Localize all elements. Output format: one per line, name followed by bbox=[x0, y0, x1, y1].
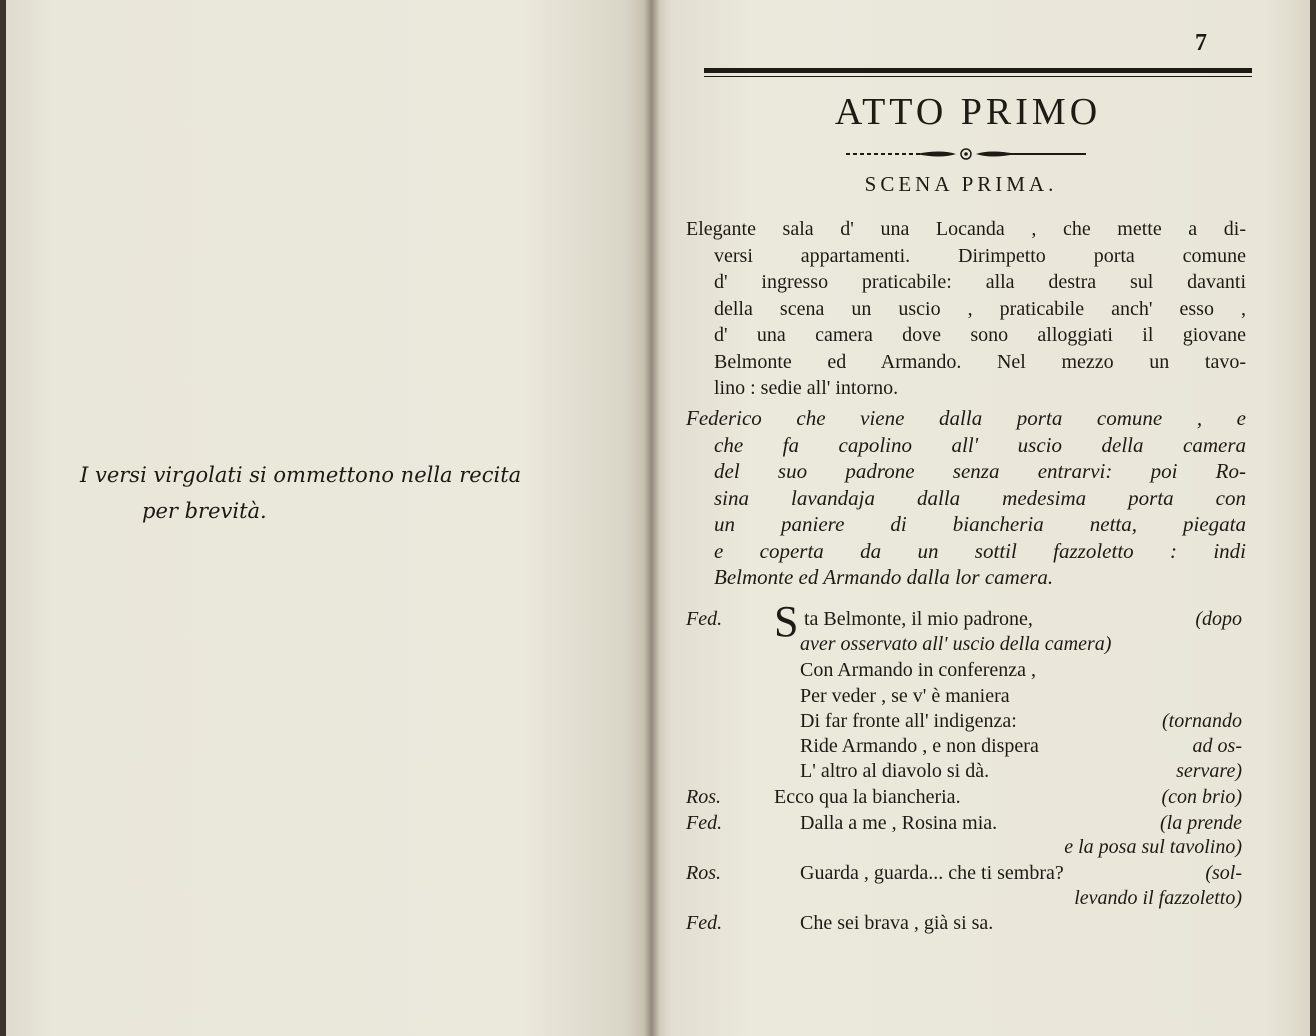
act-title: ATTO PRIMO bbox=[834, 91, 1102, 133]
stage-note: (sol- bbox=[1205, 862, 1242, 884]
header-rule-thin bbox=[704, 76, 1252, 77]
stage-note: (la prende bbox=[1159, 812, 1242, 834]
dialogue-line bbox=[686, 710, 1246, 736]
dialogue-line bbox=[686, 786, 1246, 812]
dialogue-text: Che sei brava , già si sa. bbox=[800, 912, 994, 934]
speaker-name: Fed. bbox=[686, 608, 723, 630]
left-page-note bbox=[80, 457, 640, 529]
stage-line: lino : sedie all' intorno. bbox=[714, 377, 899, 399]
ornament-divider bbox=[846, 145, 1086, 163]
stage-note: (con brio) bbox=[1161, 786, 1242, 808]
stage-line: un paniere di biancheria netta, piegata bbox=[714, 512, 1246, 536]
dialogue-text: ta Belmonte, il mio padrone, bbox=[804, 608, 1033, 630]
stage-direction-setting bbox=[686, 216, 1246, 402]
dialogue-line bbox=[686, 812, 1246, 838]
left-edge bbox=[0, 0, 6, 1036]
note-line-2: per brevità. bbox=[142, 499, 267, 523]
stage-note: e la posa sul tavolino) bbox=[1064, 836, 1242, 858]
dialogue-line bbox=[686, 659, 1246, 685]
stage-line: d' ingresso praticabile: alla destra sul davanti bbox=[714, 271, 1246, 293]
stage-line: Elegante sala d' una Locanda , che mette a di- bbox=[686, 218, 1246, 240]
dialogue-text: L' altro al diavolo si dà. bbox=[800, 760, 990, 782]
dialogue-text: Guarda , guarda... che ti sembra? bbox=[800, 862, 1064, 884]
stage-line: Belmonte ed Armando. Nel mezzo un tavo- bbox=[714, 350, 1246, 373]
speaker-name: Ros. bbox=[686, 786, 721, 808]
dialogue-line bbox=[686, 887, 1246, 913]
stage-line: e coperta da un sottil fazzoletto : indi bbox=[714, 538, 1246, 563]
stage-direction-entrances bbox=[686, 405, 1246, 591]
stage-note: (dopo bbox=[1195, 608, 1242, 630]
dialogue-text: Ecco qua la biancheria. bbox=[774, 786, 961, 808]
dialogue-text: Di far fronte all' indigenza: bbox=[800, 710, 1017, 732]
stage-line: della scena un uscio , praticabile anch' esso , bbox=[714, 297, 1246, 320]
stage-line: che fa capolino all' uscio della camera bbox=[714, 432, 1246, 457]
stage-note: ad os- bbox=[1192, 735, 1242, 757]
speaker-name: Ros. bbox=[686, 862, 721, 884]
dialogue-line bbox=[686, 685, 1246, 711]
left-page bbox=[0, 0, 652, 1036]
page-number: 7 bbox=[1195, 30, 1207, 56]
dialogue-text: Per veder , se v' è maniera bbox=[800, 685, 1010, 707]
stage-line: del suo padrone senza entrarvi: poi Ro- bbox=[714, 459, 1246, 483]
stage-line: Belmonte ed Armando dalla lor camera. bbox=[714, 565, 1054, 589]
dialogue-line bbox=[686, 633, 1246, 659]
stage-note: levando il fazzoletto) bbox=[1074, 887, 1242, 909]
stage-line: Federico che viene dalla porta comune , e bbox=[686, 406, 1246, 430]
dialogue-line bbox=[686, 760, 1246, 786]
stage-note: (tornando bbox=[1162, 710, 1242, 732]
right-edge bbox=[1310, 0, 1316, 1036]
stage-line: d' una camera dove sono alloggiati il giovane bbox=[714, 324, 1246, 346]
dialogue-text: Ride Armando , e non dispera bbox=[800, 735, 1039, 757]
dialogue-text: Dalla a me , Rosina mia. bbox=[800, 812, 998, 834]
dialogue-line bbox=[686, 912, 1246, 938]
drop-cap: S bbox=[774, 597, 799, 646]
stage-note: aver osservato all' uscio della camera) bbox=[800, 633, 1112, 655]
dialogue-line bbox=[686, 862, 1246, 888]
dialogue-line bbox=[686, 735, 1246, 761]
dialogue-text: Con Armando in conferenza , bbox=[800, 659, 1037, 681]
speaker-name: Fed. bbox=[686, 812, 723, 834]
speaker-name: Fed. bbox=[686, 912, 723, 934]
stage-line: versi appartamenti. Dirimpetto porta comune bbox=[714, 244, 1246, 267]
stage-note: servare) bbox=[1176, 760, 1242, 782]
scene-title: SCENA PRIMA. bbox=[864, 172, 1058, 196]
stage-line: sina lavandaja dalla medesima porta con bbox=[714, 485, 1246, 510]
dialogue-line bbox=[686, 836, 1246, 862]
header-rule bbox=[704, 68, 1252, 73]
note-line-1: I versi virgolati si ommettono nella recita bbox=[80, 463, 522, 487]
book-gutter bbox=[644, 0, 660, 1036]
